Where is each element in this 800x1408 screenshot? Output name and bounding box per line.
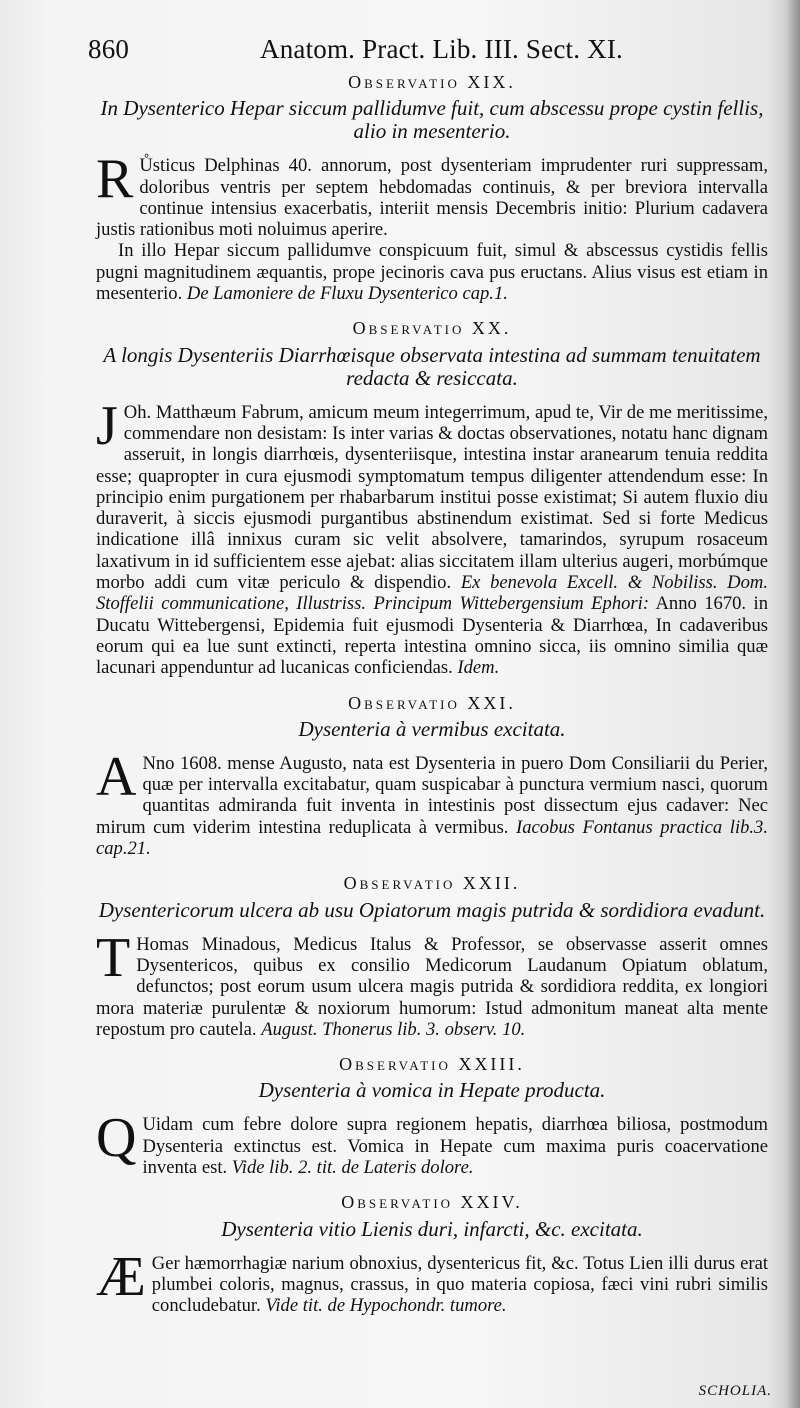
paragraph: Nno 1608. mense Augusto, nata est Dysenteria in puero Dom Consiliarii du Perier, quæ per intervalla excitabatur, quam suspicabar à punctura vermium nasci, quorum quantitas admiranda fuit inventa in intestinis post dissectum ejus cadaver: Nec mirum cum viderim intestina reduplicata à vermibus. xyxy=(96,752,768,838)
source-citation: Ex benevola Excell. & Nobiliss. Dom. Stoffelii communicatione, Illustriss. Principum Wittebergensium Ephori: xyxy=(96,572,768,615)
source-citation: Idem. xyxy=(457,657,500,679)
observation-title: Dysenteria à vomica in Hepate producta. xyxy=(258,1078,606,1103)
catchword: SCHOLIA. xyxy=(698,1383,772,1399)
paragraph: Homas Minadous, Medicus Italus & Professor, se observasse asserit omnes Dysentericos, quibus ex consilio Medicorum Laudanum Opiatum oblatum, defunctos; post eorum usum ulcera magis putrida & sordidiora reddita, ex longiori mora materiæ purulentæ & noxiorum humorum: Istud admonitum maneat alta mente repostum pro cautela. xyxy=(96,933,768,1040)
paragraph: In illo Hepar siccum pallidumve conspicuum fuit, simul & abscessus cystidis fellis pugni magnitudinem æquantis, prope jecinoris cava pus eructans. Alius visus est etiam in mesenterio. xyxy=(96,240,768,305)
observation-body xyxy=(96,926,768,1040)
observation-body xyxy=(96,745,768,860)
observation-heading: Observatio XXII. xyxy=(343,873,521,894)
observation-body xyxy=(96,1107,768,1178)
drop-capital: T xyxy=(96,926,131,989)
observation-heading: Observatio XIX. xyxy=(348,72,516,92)
observation-xix xyxy=(96,72,768,304)
observation-body xyxy=(96,394,768,679)
running-head xyxy=(88,34,748,68)
observation-heading: Observatio XXIV. xyxy=(341,1192,523,1213)
observation-title: In Dysenterico Hepar siccum pallidumve fuit, cum abscessu prope cystin fellis, alio in mesenterio. xyxy=(100,96,764,144)
observation-title: Dysenteria vitio Lienis duri, infarcti, &c. excitata. xyxy=(221,1216,643,1241)
observation-title: Dysenteria à vermibus excitata. xyxy=(298,716,566,741)
paragraph: Ůsticus Delphinas 40. annorum, post dysenteriam imprudenter ruri suppressam, doloribus ventris per septem hebdomadas continuis, & per breviora intervalla continue intensius exacerbatis, interiit mensis Decembris initio: Plurium cadavera justis rationibus moti noluimus aperire. xyxy=(96,155,768,241)
observation-xx xyxy=(96,318,768,678)
observation-heading: Observatio XX. xyxy=(352,318,512,339)
page-edge-shadow xyxy=(786,0,800,1408)
drop-capital: R xyxy=(96,148,134,211)
drop-capital: A xyxy=(96,745,137,808)
drop-capital: Æ xyxy=(96,1245,146,1308)
source-citation: De Lamoniere de Fluxu Dysenterico cap.1. xyxy=(186,283,508,305)
observation-xxiii xyxy=(96,1054,768,1178)
source-citation: Vide tit. de Hypochondr. tumore. xyxy=(265,1295,507,1317)
observation-xxiv xyxy=(96,1192,768,1316)
observation-body xyxy=(96,148,768,305)
observation-heading: Observatio XXI. xyxy=(348,692,516,713)
source-citation: August. Thonerus lib. 3. observ. 10. xyxy=(261,1018,526,1040)
source-citation: Iacobus Fontanus practica lib.3. cap.21. xyxy=(96,816,768,860)
observation-xxi xyxy=(96,693,768,860)
paragraph-continuation: Anno 1670. in Ducatu Wittebergensi, Epidemia fuit ejusmodi Dysenteria & Diarrhœa, In cadaveribus eorum qui ea lue sunt extincti, reperta intestina omnino sicca, iis omnino similia quæ lacunari appenduntur ad lucanicas conficiendas. xyxy=(96,593,768,679)
paragraph: Uidam cum febre dolore supra regionem hepatis, diarrhœa biliosa, postmodum Dysenteria extinctus est. Vomica in Hepate cum maxima puris coacervatione inventa est. xyxy=(142,1114,768,1178)
observation-title: Dysentericorum ulcera ab usu Opiatorum magis putrida & sordidiora evadunt. xyxy=(98,897,766,922)
paragraph: Oh. Matthæum Fabrum, amicum meum integerrimum, apud te, Vir de me meritissime, commendare non desistam: Is inter varias & doctas observationes, notatu hanc dignam asseruit, in longis diarrhœis, dysenteriisque, intestina instar aranearum tenuia reddita esse; quapropter in cura ejusmodi symptomatum tempus diligenter attendendum esse: In principio enim purgationem per rhabarbarum institui posse existimat; Si autem fluxio diu duraverit, à siccis ejusmodi purgantibus abstinendum existimat. Sed si forte Medicus indicatione illâ innixus curam sic velit absolvere, tamarindos, syrupum rosaceum laxativum in id sufficientem esse ajebat: alias siccitatem illam ulterius augeri, morbúmque morbo addi cum vitæ periculo & dispendio. xyxy=(96,401,768,594)
page-number: 860 xyxy=(88,34,130,64)
paragraph: Ger hæmorrhagiæ narium obnoxius, dysentericus fit, &c. Totus Lien illi durus erat plumbei coloris, magnus, crassus, in quo materia copiosa, fæci vini rubri similis concludebatur. xyxy=(151,1252,768,1317)
drop-capital: J xyxy=(96,394,118,457)
observation-xxii xyxy=(96,873,768,1040)
observation-heading: Observatio XXIII. xyxy=(339,1054,525,1075)
text-column xyxy=(96,68,768,1330)
drop-capital: Q xyxy=(96,1107,137,1170)
source-citation: Vide lib. 2. tit. de Lateris dolore. xyxy=(231,1156,474,1178)
observation-title: A longis Dysenteriis Diarrhœisque observata intestina ad summam tenuitatem redacta & resiccata. xyxy=(103,342,761,390)
running-title: Anatom. Pract. Lib. III. Sect. XI. xyxy=(260,34,623,64)
observation-body xyxy=(96,1245,768,1317)
